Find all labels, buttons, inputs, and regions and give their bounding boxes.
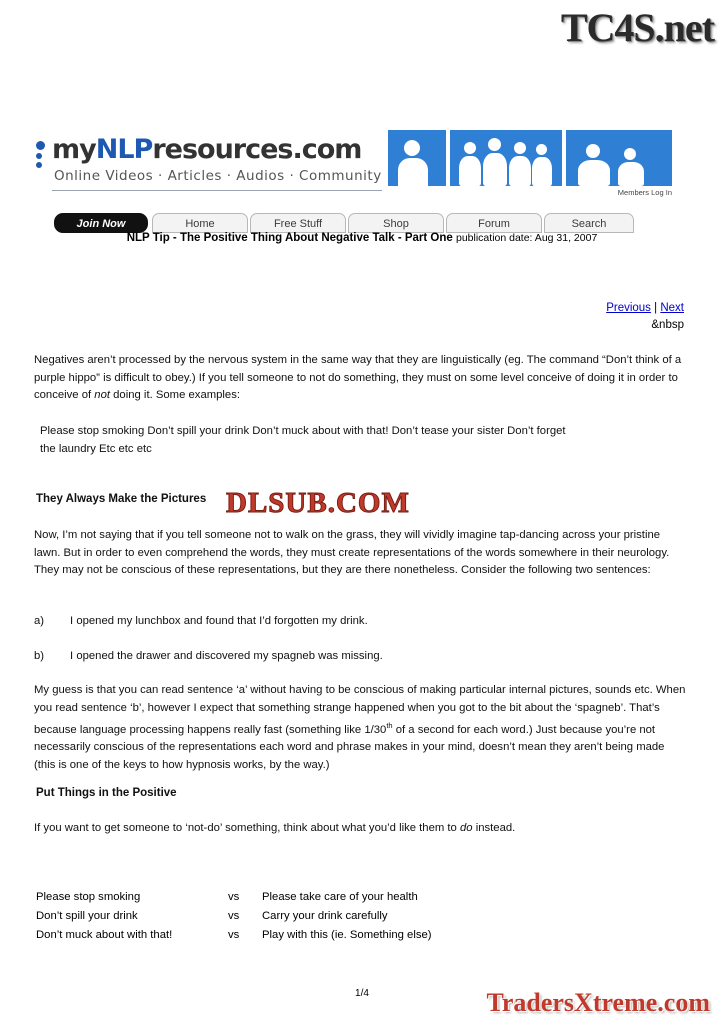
comparison-vs: vs [228,929,240,941]
banner-photo-1 [388,130,446,186]
tradersxtreme-watermark: TradersXtreme.com [486,988,710,1017]
examples-line-2: the laundry Etc etc etc [40,442,152,455]
comparison-negative: Please stop smoking [36,891,141,903]
comparison-table [36,888,596,945]
paragraph-guess-superscript: th [386,721,393,730]
table-row [36,888,596,907]
logo-divider [52,190,382,191]
heading-they-always-make-the-pictures: They Always Make the Pictures [36,493,207,505]
list-item-a [34,613,686,631]
tc4s-watermark: TC4S.net [560,5,714,50]
nav-home[interactable]: Home [152,213,248,233]
logo-dots-icon [36,141,46,171]
paragraph-intro: Negatives aren’t processed by the nervous system in the same way that they are linguistically (eg. The command “Don’t think of a purple hippo” is difficult to obey.) If you tell someone to not do something, they must on some level conceive of doing it in order to conceive of not doing it. Some examples: [34,354,682,401]
comparison-positive: Please take care of your health [262,891,418,903]
dlsub-watermark: DLSUB.COM [226,487,410,519]
comparison-positive: Carry your drink carefully [262,910,388,922]
table-row [36,907,596,926]
banner-photo-2 [450,130,562,186]
comparison-negative: Don’t muck about with that! [36,929,173,941]
article-title-text: NLP Tip - The Positive Thing About Negative Talk - Part One [126,232,453,244]
list-item-b [34,648,686,666]
comparison-negative: Don’t spill your drink [36,910,138,922]
nav-free-stuff[interactable]: Free Stuff [250,213,346,233]
comparison-positive: Play with this (ie. Something else) [262,929,432,941]
nav-forum[interactable]: Forum [446,213,542,233]
next-link[interactable]: Next [660,302,684,314]
paragraph-if-you-part2: instead. [472,822,516,834]
logo-tagline: Online Videos · Articles · Audios · Community [54,168,382,184]
examples-line-1: Please stop smoking Don’t spill your drink Don’t muck about with that! Don’t tease your sister Don’t forget [40,425,566,437]
comparison-vs: vs [228,910,240,922]
examples-list [40,423,680,458]
pager-nbsp-line: &nbsp [651,319,684,331]
paragraph-if-you-part1: If you want to get someone to ‘not-do’ something, think about what you’d like them to [34,822,460,834]
paragraph-guess [34,682,686,774]
comparison-vs: vs [228,891,240,903]
banner-photo-3 [566,130,672,186]
article-pager [606,302,684,314]
nav-shop[interactable]: Shop [348,213,444,233]
members-login-link[interactable]: Members Log In [617,188,672,197]
list-item-a-text: I opened my lunchbox and found that I’d forgotten my drink. [70,615,368,627]
previous-link[interactable]: Previous [606,302,651,314]
nav-search[interactable]: Search [544,213,634,233]
site-banner [36,128,672,224]
logo-text [52,134,361,165]
paragraph-if-you-italic: do [459,822,473,834]
logo-my: my [52,134,96,165]
paragraph-now: Now, I’m not saying that if you tell someone not to walk on the grass, they will vividly imagine tap-dancing across your pristine lawn. But in order to even comprehend the words, they must create representations of the words somewhere in their neurology. They may not be conscious of these representations, but they are there nonetheless. Consider the following two sentences: [34,529,670,576]
table-row [36,926,596,945]
paragraph-if-you [34,820,686,838]
pager-separator: | [654,302,658,314]
paragraph-guess-part1: My guess is that you can read sentence ‘a’ without having to be conscious of making particular internal pictures, sounds etc. When you read sentence ‘b’, however I expect that something strange happened when you got to the bit about the ‘spagneb’. That’s because language processing happens really fast (something like 1/30 [34,684,686,736]
paragraph-guess-part2: of a second for each word.) Just because you’re not necessarily conscious of the representations each word and phrase makes in your mind, doesn’t mean they aren’t being made (this is one of the keys to how hypnosis works, by the way.) [34,723,665,771]
logo-nlp: NLP [95,134,153,165]
article-title [0,232,724,244]
heading-put-things-in-the-positive: Put Things in the Positive [36,787,177,799]
list-item-b-text: I opened the drawer and discovered my spagneb was missing. [70,650,383,662]
nav-join-now[interactable]: Join Now [54,213,148,233]
article-publication-date: publication date: Aug 31, 2007 [456,232,598,244]
logo-resources: resources.com [152,134,362,165]
list-item-b-marker: b) [34,650,45,662]
list-item-a-marker: a) [34,615,45,627]
page-number: 1/4 [355,988,369,999]
